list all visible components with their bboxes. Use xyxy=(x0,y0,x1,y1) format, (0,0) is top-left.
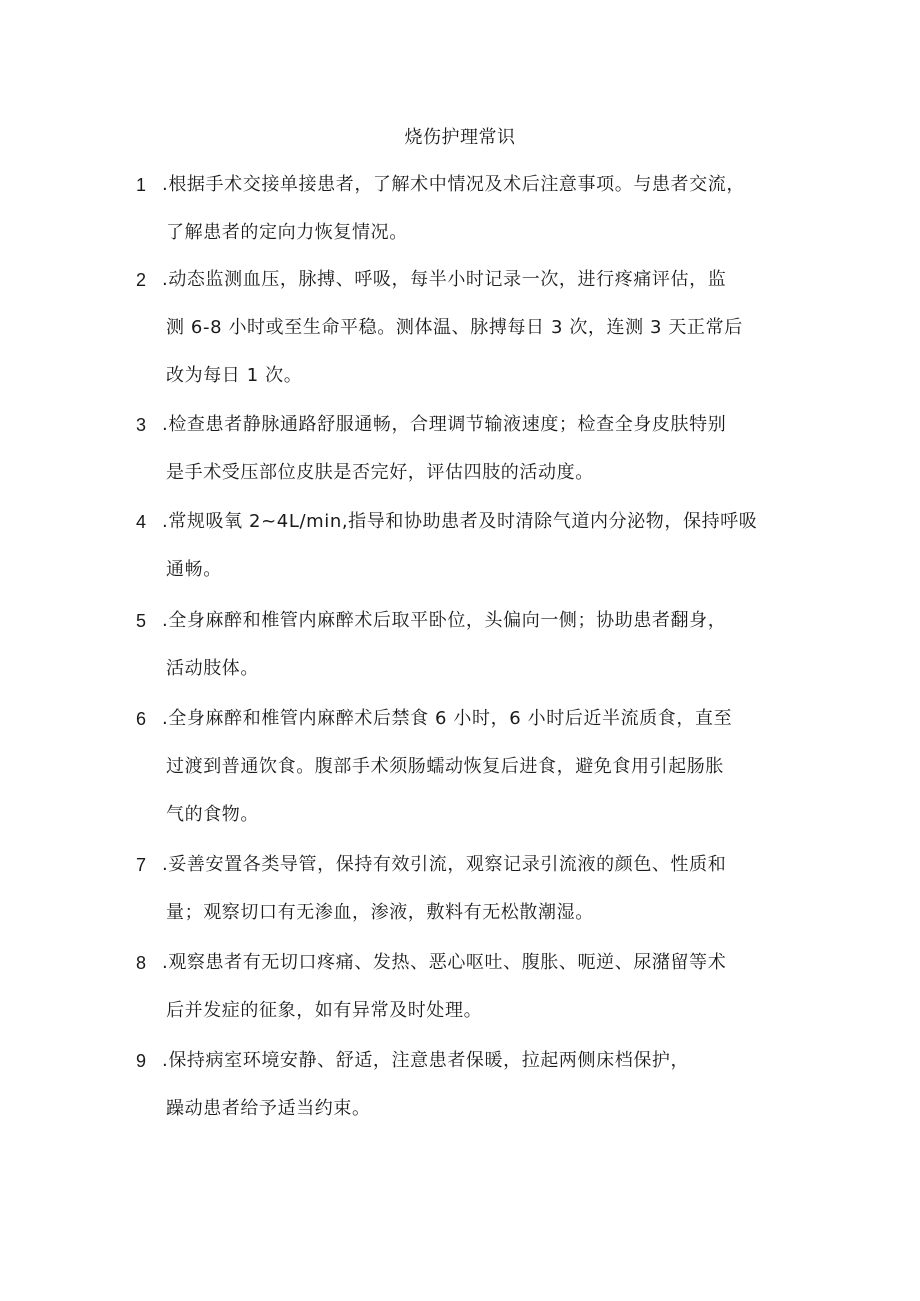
item-number: 2 xyxy=(136,270,147,290)
item-number: 8 xyxy=(136,953,147,973)
document-title: 烧伤护理常识 xyxy=(404,127,516,148)
list-item-9 xyxy=(136,1049,796,1121)
item-number: 3 xyxy=(136,415,147,435)
list-item-1 xyxy=(136,173,796,245)
item-text-line: 通畅。 xyxy=(166,559,222,580)
item-text-line: 测 6-8 小时或至生命平稳。测体温、脉搏每日 3 次，连测 3 天正常后 xyxy=(166,317,743,338)
item-text-line: .动态监测血压，脉搏、呼吸，每半小时记录一次，进行疼痛评估，监 xyxy=(162,269,727,290)
item-text-line: 了解患者的定向力恢复情况。 xyxy=(166,222,408,243)
item-text-line: 后并发症的征象，如有异常及时处理。 xyxy=(166,1000,483,1021)
item-number: 4 xyxy=(136,512,147,532)
item-text-line: .常规吸氧 2~4L/min,指导和协助患者及时清除气道内分泌物，保持呼吸 xyxy=(162,511,758,532)
item-text-line: 是手术受压部位皮肤是否完好，评估四肢的活动度。 xyxy=(166,462,594,483)
list-item-5 xyxy=(136,609,796,681)
item-text-line: 改为每日 1 次。 xyxy=(166,365,303,386)
item-text-line: 气的食物。 xyxy=(166,804,259,825)
list-item-6 xyxy=(136,707,796,827)
list-item-2 xyxy=(136,268,796,388)
item-number: 9 xyxy=(136,1051,147,1071)
item-text-line: .保持病室环境安静、舒适，注意患者保暖，拉起两侧床档保护， xyxy=(162,1050,690,1071)
item-text-line: 活动肢体。 xyxy=(166,658,259,679)
item-text-line: .妥善安置各类导管，保持有效引流，观察记录引流液的颜色、性质和 xyxy=(162,854,727,875)
item-text-line: .根据手术交接单接患者，了解术中情况及术后注意事项。与患者交流， xyxy=(162,174,745,195)
item-text-line: .观察患者有无切口疼痛、发热、恶心呕吐、腹胀、呃逆、尿潴留等术 xyxy=(162,952,727,973)
list-item-3 xyxy=(136,413,796,485)
item-text-line: 量；观察切口有无渗血，渗液，敷料有无松散潮湿。 xyxy=(166,902,594,923)
item-number: 6 xyxy=(136,709,147,729)
item-number: 7 xyxy=(136,855,147,875)
item-number: 5 xyxy=(136,611,147,631)
item-number: 1 xyxy=(136,175,147,195)
list-item-8 xyxy=(136,951,796,1023)
item-text-line: 躁动患者给予适当约束。 xyxy=(166,1098,371,1119)
list-item-7 xyxy=(136,853,796,925)
item-text-line: 过渡到普通饮食。腹部手术须肠蠕动恢复后进食，避免食用引起肠胀 xyxy=(166,756,724,777)
item-text-line: .全身麻醉和椎管内麻醉术后禁食 6 小时，6 小时后近半流质食，直至 xyxy=(162,708,733,729)
item-text-line: .检查患者静脉通路舒服通畅，合理调节输液速度；检查全身皮肤特别 xyxy=(162,414,727,435)
list-item-4 xyxy=(136,510,796,582)
item-text-line: .全身麻醉和椎管内麻醉术后取平卧位，头偏向一侧；协助患者翻身， xyxy=(162,610,727,631)
